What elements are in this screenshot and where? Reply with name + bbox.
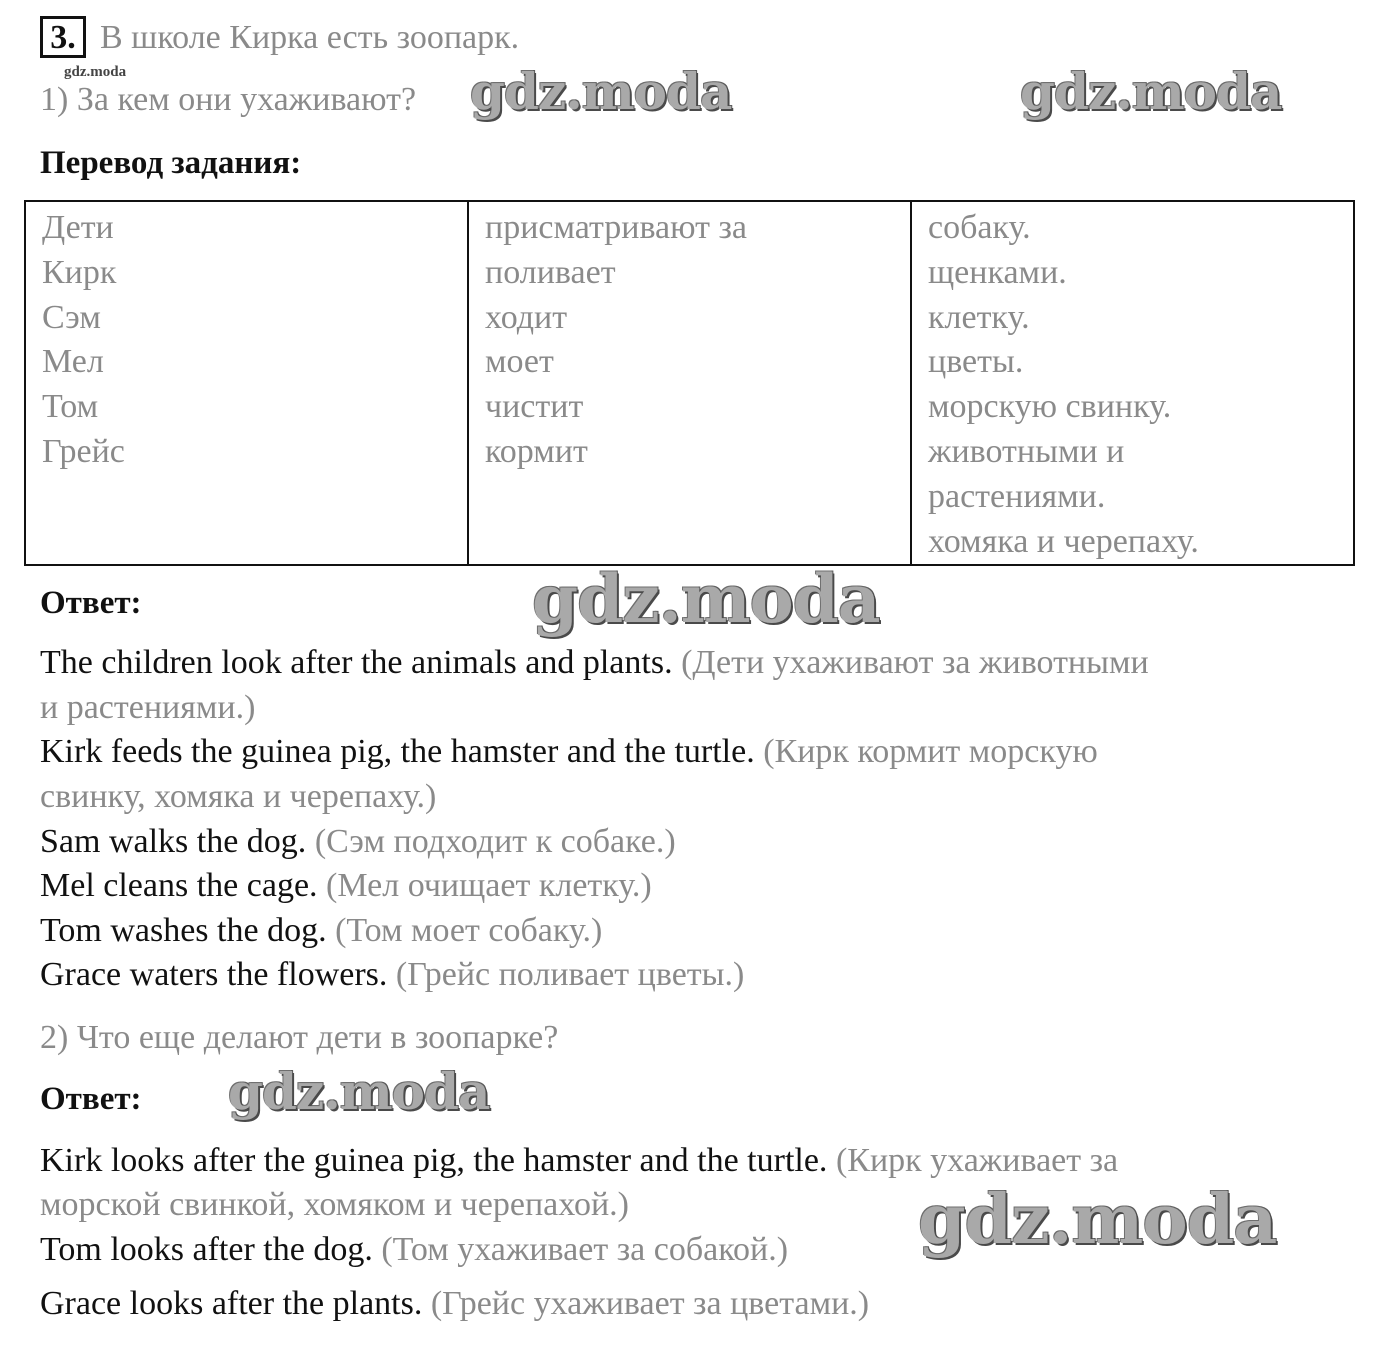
answer-line: Tom looks after the dog. (Том ухаживает за собакой.) xyxy=(40,1231,789,1268)
answer-line: морской свинкой, хомяком и черепахой.) xyxy=(40,1186,629,1223)
table-cell: Том xyxy=(42,388,99,426)
table-cell: моет xyxy=(485,343,554,381)
table-cell: собаку. xyxy=(928,209,1031,246)
answer-line: и растениями.) xyxy=(40,689,256,726)
table-cell: Грейс xyxy=(42,432,125,470)
answer-line: Sam walks the dog. (Сэм подходит к собаке.) xyxy=(40,823,676,860)
table-cell: хомяка и черепаху. xyxy=(928,522,1199,560)
answer-line: свинку, хомяка и черепаху.) xyxy=(40,778,437,815)
answer-label: Ответ: xyxy=(40,1081,142,1117)
table-cell: Дети xyxy=(42,209,114,246)
watermark: gdz.moda xyxy=(918,1180,1277,1260)
vocabulary-table xyxy=(24,200,1355,566)
table-cell: животными и xyxy=(928,432,1125,470)
answer-line: Mel cleans the cage. (Мел очищает клетку.) xyxy=(40,867,652,904)
verbs-column xyxy=(468,201,911,565)
table-cell: цветы. xyxy=(928,343,1024,381)
objects-column xyxy=(911,201,1354,565)
table-cell: морскую свинку. xyxy=(928,388,1172,426)
table-cell: Мел xyxy=(42,343,104,381)
task-number: 3. xyxy=(40,16,86,58)
watermark: gdz.moda xyxy=(1020,62,1282,121)
small-watermark: gdz.moda xyxy=(64,64,127,80)
answer-line: Tom washes the dog. (Том моет собаку.) xyxy=(40,912,603,949)
watermark: gdz.moda xyxy=(470,62,732,121)
question-2: 2) Что еще делают дети в зоопарке? xyxy=(40,1019,559,1056)
table-cell: Кирк xyxy=(42,253,117,291)
answer-line: Kirk feeds the guinea pig, the hamster and the turtle. (Кирк кормит морскую xyxy=(40,733,1098,770)
table-cell: поливает xyxy=(485,253,616,291)
table-cell: присматривают за xyxy=(485,209,747,246)
question-1: 1) За кем они ухаживают? xyxy=(40,81,417,118)
watermark: gdz.moda xyxy=(532,560,880,638)
answer-line: Kirk looks after the guinea pig, the hamster and the turtle. (Кирк ухаживает за xyxy=(40,1142,1119,1179)
table-cell: Сэм xyxy=(42,298,101,336)
translation-heading: Перевод задания: xyxy=(40,145,302,181)
answer-line: Grace waters the flowers. (Грейс поливает цветы.) xyxy=(40,956,745,993)
table-cell: кормит xyxy=(485,432,588,470)
table-cell: растениями. xyxy=(928,477,1106,515)
answer-label: Ответ: xyxy=(40,585,142,621)
watermark: gdz.moda xyxy=(228,1062,490,1121)
table-cell: клетку. xyxy=(928,298,1030,336)
subjects-column xyxy=(25,201,468,565)
table-cell: ходит xyxy=(485,298,568,336)
answer-line: Grace looks after the plants. (Грейс ухаживает за цветами.) xyxy=(40,1285,870,1322)
task-intro: В школе Кирка есть зоопарк. xyxy=(100,19,520,56)
table-cell: щенками. xyxy=(928,253,1067,291)
table-cell: чистит xyxy=(485,388,584,426)
answer-line: The children look after the animals and plants. (Дети ухаживают за животными xyxy=(40,644,1149,681)
